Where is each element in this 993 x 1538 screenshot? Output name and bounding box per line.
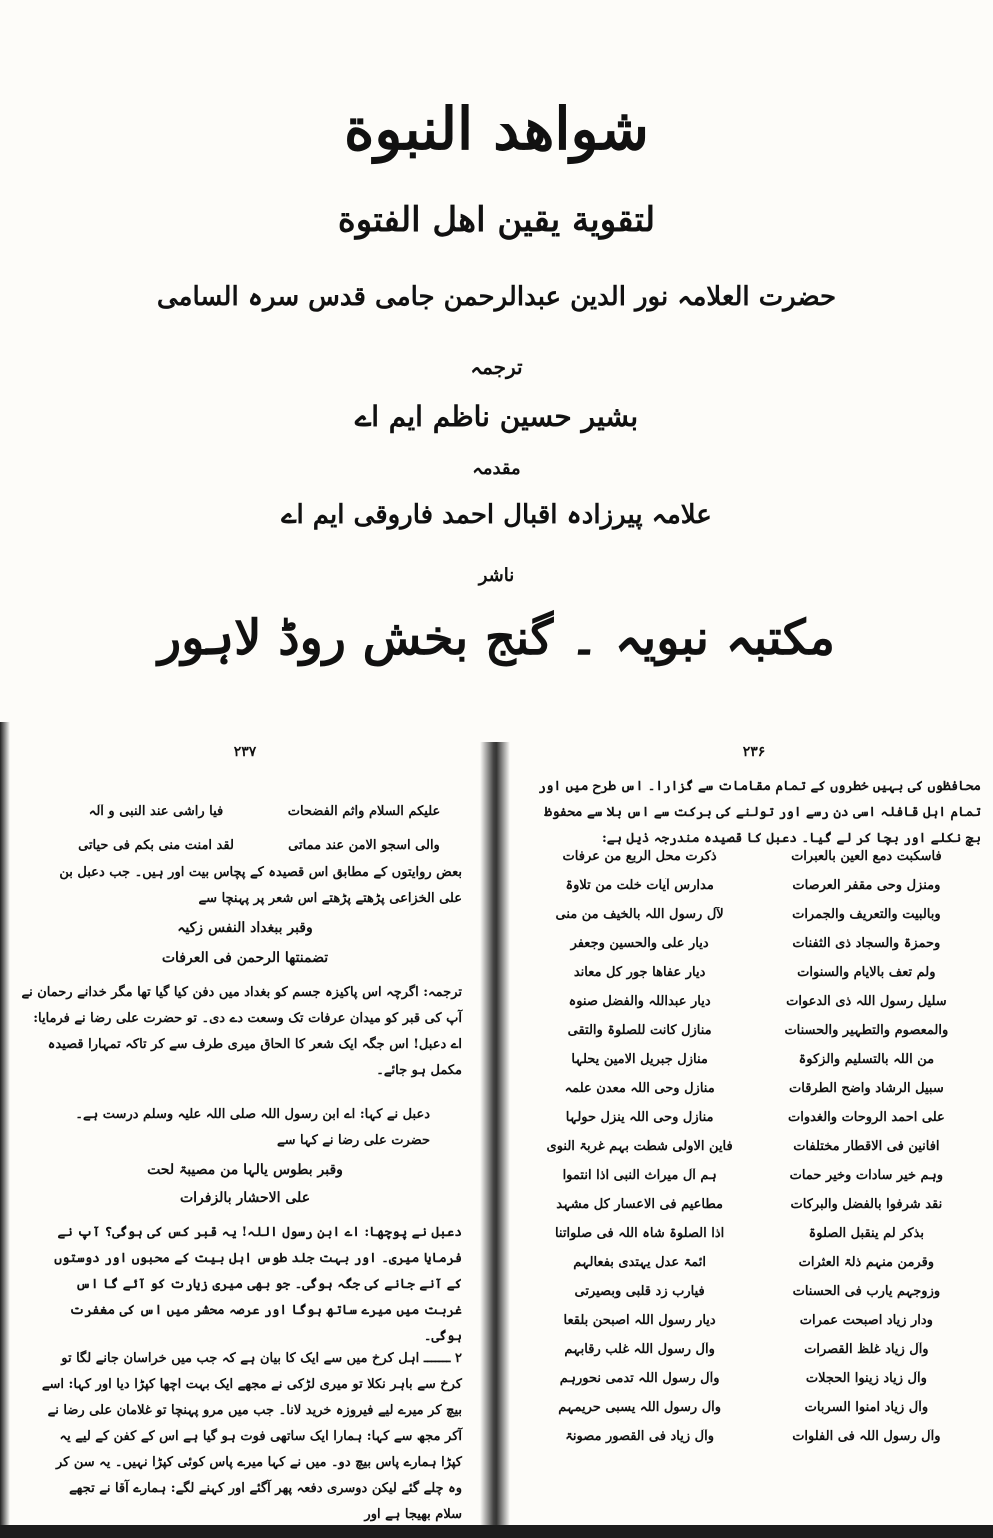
verse-hemistich: منازل جبریل الامین یحلہا (571, 1052, 708, 1067)
verse-hemistich: وآل زیاد زینوا الحجلات (805, 1371, 927, 1386)
verse-line: علی الاحشار بالزفرات (179, 1190, 311, 1206)
verse-hemistich: وحمزۃ والسجاد ذی الثفنات (792, 936, 941, 951)
verse-hemistich: افانین فی الاقطار مختلفات (793, 1139, 940, 1154)
paragraph: ۲ ـــــــ اہل کرخ میں سے ایک کا بیان ہے کہ جب میں خراسان جانے لگا تو کرخ سے باہر نکلا تو میری لڑکی نے مجھے ایک بہت اچھا کپڑا دیا اور کہا: اسے بیچ کر میرے لیے فیروزہ خرید لانا۔ جب میں مرو پہنچا تو غلامان علی رضا نے آکر مجھ سے کہا: ہمارا ایک ساتھی فوت ہو گیا ہے اس کے کفن کے لیے یہ کپڑا ہمارے پاس بیچ دو۔ میں نے کہا میرے پاس کوئی کپڑا نہیں۔ یہ سن کر وہ چلے گئے لیکن دوسری دفعہ پھر آگئے اور کہنے لگے: ہمارے آقا نے تجھے سلام بھیجا ہے اور (41, 1351, 462, 1522)
verse-block (535, 842, 971, 1451)
verse-hemistich: فاسکبت دمع العین بالعبرات (791, 849, 942, 864)
verse-hemistich: منازل وحی اللہ ینزل حولہا (565, 1110, 714, 1125)
verse-hemistich: ہم آل میراث النبی اذا انتموا (562, 1168, 717, 1183)
translation-label: ترجمہ (470, 355, 523, 379)
scan-edge (0, 1525, 993, 1538)
verse-hemistich: ذکرت محل الربع من عرفات (562, 849, 717, 864)
verse-hemistich: وآل زیاد غلظ القصرات (804, 1342, 929, 1357)
verse-row (535, 1103, 971, 1132)
verse-row (535, 1219, 971, 1248)
verse-row (535, 1045, 971, 1074)
verse-row (535, 1161, 971, 1190)
verse-row (535, 1364, 971, 1393)
verse-hemistich: ولم تعف بالایام والسنوات (797, 965, 936, 980)
verse-row (535, 958, 971, 987)
verse-hemistich: فیا راشی عند النبی و آلہ (88, 803, 224, 819)
verse-row (535, 1306, 971, 1335)
verse-hemistich: سلیل رسول اللہ ذی الدعوات (786, 994, 947, 1009)
verse-hemistich: من اللہ بالتسلیم والزکوۃ (798, 1052, 935, 1067)
verse-row (535, 1190, 971, 1219)
verse-hemistich: دیار علی والحسین وجعفر (570, 936, 709, 951)
verse-hemistich: والی اسجو الامن عند مماتی (288, 837, 440, 853)
title-page (0, 0, 993, 720)
verse-hemistich: وہم خیر سادات وخیر حمات (789, 1168, 944, 1183)
verse-row (535, 1248, 971, 1277)
verse-row (535, 1393, 971, 1422)
verse-row (535, 1074, 971, 1103)
book-spread (0, 722, 993, 1538)
verse-line: وقبر بطوس یالہا من مصیبۃ لحت (147, 1162, 343, 1178)
paragraph: بعض روایتوں کے مطابق اس قصیدہ کے پچاس بیت اور ہیں۔ جب دعبل بن علی الخزاعی پڑھتے پڑھتے اس شعر پر پہنچا سے (59, 865, 462, 906)
verse-hemistich: فاین الاولی شطت بہم غربۃ النوی (546, 1139, 733, 1154)
verse-line: وقبر ببغداد النفس زکیہ (177, 920, 313, 936)
publisher-label: ناشر (478, 565, 515, 586)
verse-row (535, 987, 971, 1016)
verse-hemistich: ومنزل وحی مقفر العرصات (792, 878, 941, 893)
verse-hemistich: وآل رسول اللہ فی الفلوات (792, 1429, 941, 1444)
verse-hemistich: مطاعیم فی الاعسار کل مشہد (556, 1197, 723, 1212)
verse-hemistich: وآل رسول اللہ یسبی حریمہم (558, 1400, 722, 1415)
verse-hemistich: منازل وحی اللہ معدن علمہ (564, 1081, 715, 1096)
verse-hemistich: فیارب زد قلبی وبصیرتی (574, 1284, 705, 1299)
verse-row (60, 794, 460, 828)
verse-row (535, 1422, 971, 1451)
author-line: حضرت العلامہ نور الدین عبدالرحمن جامی قدس سرہ السامی (156, 282, 837, 312)
verse-hemistich: علیکم السلام واثم الفضحات (287, 803, 441, 819)
verse-row (535, 1277, 971, 1306)
right-page (515, 722, 993, 1538)
verse-hemistich: بذکر لم ینقبل الصلوۃ (808, 1226, 925, 1241)
verse-row (60, 828, 460, 862)
translator-name: بشیر حسین ناظم ایم اے (354, 400, 639, 433)
verse-hemistich: والمعصوم والتطہیر والحسنات (784, 1023, 949, 1038)
verse-hemistich: ودار زیاد اصبحت عمرات (799, 1313, 933, 1328)
verse-hemistich: وزوجہم یارب فی الحسنات (792, 1284, 941, 1299)
verse-hemistich: وآل زیاد فی القصور مصونۃ (565, 1429, 714, 1444)
verse-hemistich: لقد امنت منی بکم فی حیاتی (78, 837, 234, 853)
verse-hemistich: وبالبیت والتعریف والجمرات (792, 907, 941, 922)
verse-hemistich: سبیل الرشاد واضح الطرقات (789, 1081, 944, 1096)
verse-hemistich: نقد شرفوا بالفضل والبرکات (790, 1197, 943, 1212)
publisher-name: مکتبہ نبویہ ۔ گنج بخش روڈ لاہور (158, 610, 835, 666)
verse-hemistich: ائمۃ عدل یہتدی بفعالہم (573, 1255, 707, 1270)
page-number: ۲۳۶ (742, 744, 766, 760)
verse-row (535, 1132, 971, 1161)
verse-row (535, 1335, 971, 1364)
verse-block (60, 794, 460, 862)
paragraph: ترجمہ: اگرچہ اس پاکیزہ جسم کو بغداد میں دفن کیا گیا تھا مگر خدانے رحمان نے آپ کی قبر کو میدان عرفات تک وسعت دے دی۔ تو حضرت علی رضا نے فرمایا: اے دعبل! اس جگہ ایک شعر کا الحاق میری طرف سے کر تاکہ تمہارا قصیدہ مکمل ہو جائے۔ (21, 985, 462, 1078)
book-subtitle: لتقوية يقين اهل الفتوة (337, 200, 656, 240)
verse-hemistich: دیار عفاها جور کل معاند (573, 965, 706, 980)
paragraph: دعبل نے کہا: اے ابن رسول اللہ صلی اللہ علیہ وسلم درست ہے۔ حضرت علی رضا نے کہا سے (75, 1107, 430, 1148)
verse-hemistich: وآل رسول اللہ غلب رقابہم (564, 1342, 715, 1357)
verse-hemistich: دیار رسول اللہ اصبحن بلقعا (563, 1313, 716, 1328)
verse-row (535, 842, 971, 871)
introduction-label: مقدمہ (472, 458, 521, 479)
verse-hemistich: وقرمن منہم ذلۃ العثرات (798, 1255, 935, 1270)
paragraph: دعبل نے پوچھا: اے ابن رسول اللہ! یہ قبر کس کی ہوگی؟ آپ نے فرمایا میری۔ اور بہت جلد طوس اہل بیت کے محبوں اور دوستوں کے آنے جانے کی جگہ ہوگی۔ جو بھی میری زیارت کو آئے گا اس غربت میں میرے ساتھ ہوگا اور عرصہ محشر میں اس کی مغفرت ہوگی۔ (54, 1225, 462, 1344)
verse-hemistich: دیار عبداللہ والفضل صنوہ (568, 994, 711, 1009)
verse-hemistich: علی احمد الروحات والغدوات (787, 1110, 945, 1125)
verse-hemistich: منازل کانت للصلوۃ والتقی (567, 1023, 712, 1038)
book-gutter (480, 742, 510, 1532)
verse-row (535, 929, 971, 958)
verse-hemistich: مدارس آیات خلت من تلاوۃ (565, 878, 714, 893)
page-number: ۲۳۷ (233, 744, 257, 760)
verse-hemistich: وآل زیاد امنوا السربات (804, 1400, 929, 1415)
verse-row (535, 1016, 971, 1045)
paragraph: محافظوں کی بہیں خطروں کے تمام مقامات سے گزارا۔ اس طرح میں اور تمام اہل قافلہ اسی دن رسے اور تولنے کی برکت سے اس بلا سے محفوظ بچ نکلے اور بچا کر لے گیا۔ دعبل کا قصیدہ مندرجہ ذیل ہے: (538, 779, 981, 846)
verse-row (535, 900, 971, 929)
verse-hemistich: اذا الصلوۃ شاہ اللہ فی صلواتنا (554, 1226, 725, 1241)
verse-hemistich: وآل رسول اللہ تدمی نحورہم (559, 1371, 720, 1386)
verse-line: تضمنتها الرحمن فی العرفات (161, 950, 329, 966)
introduction-author: علامہ پیرزادہ اقبال احمد فاروقی ایم اے (281, 500, 712, 530)
book-title: شواهد النبوة (343, 95, 650, 163)
verse-row (535, 871, 971, 900)
left-page (0, 722, 490, 1538)
verse-hemistich: لآل رسول اللہ بالخیف من منی (555, 907, 724, 922)
